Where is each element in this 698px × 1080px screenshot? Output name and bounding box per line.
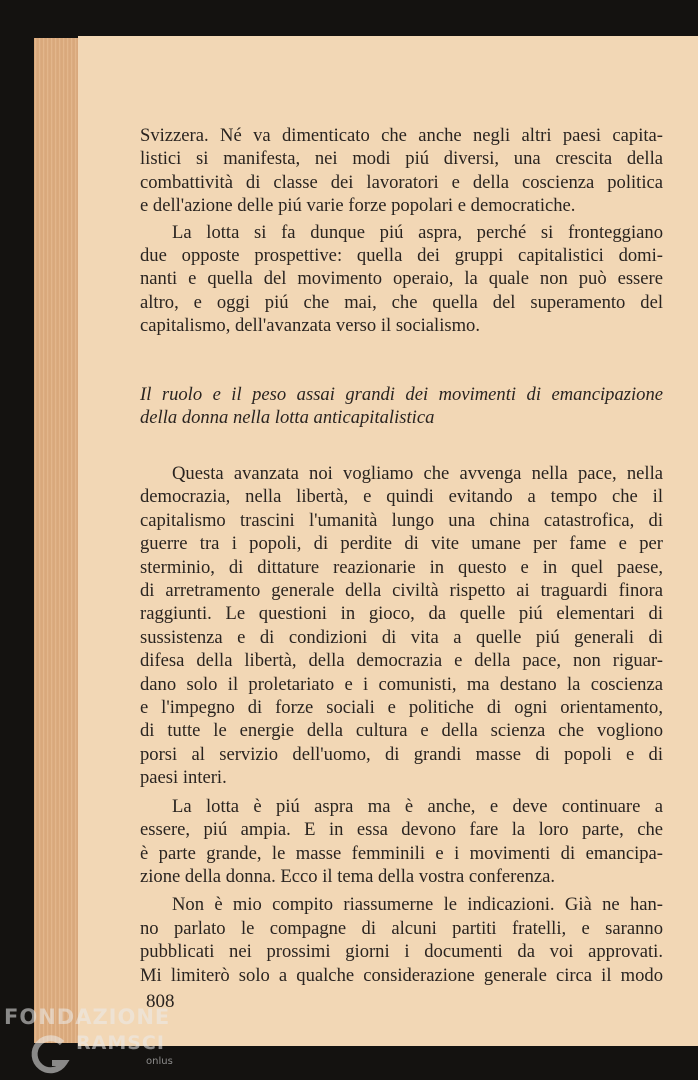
- watermark-subtitle: RAMSCI: [76, 1032, 165, 1054]
- intro-text: [140, 124, 663, 338]
- page-number: 808: [146, 991, 175, 1012]
- heading-line: Il ruolo e il peso assai grandi dei movimenti di emancipazione: [140, 384, 663, 405]
- text-line: e l'impegno di forze sociali e politiche di ogni orientamento,: [140, 697, 663, 719]
- text-line: e dell'azione delle piú varie forze popolari e democratiche.: [140, 195, 576, 217]
- text-line: guerre tra i popoli, di perdite di vite umane per fame e per: [140, 533, 663, 555]
- text-line: La lotta si fa dunque piú aspra, perché si fronteggiano: [172, 221, 663, 243]
- text-line: no parlato le compagne di alcuni partiti fratelli, e saranno: [140, 917, 663, 939]
- body-text: [140, 462, 663, 987]
- text-line: di arretramento generale della civiltà rispetto ai traguardi finora: [140, 580, 663, 602]
- watermark-title: FONDAZIONE: [4, 1005, 171, 1029]
- text-line: difesa della libertà, della democrazia e della pace, non riguar-: [140, 650, 663, 672]
- text-line: paesi interi.: [140, 767, 227, 789]
- text-line: porsi al servizio dell'uomo, di grandi masse di popoli e di: [140, 743, 663, 765]
- text-line: pubblicati nei prossimi giorni i documenti da voi approvati.: [140, 941, 663, 963]
- text-line: capitalismo, dell'avanzata verso il socialismo.: [140, 315, 480, 337]
- text-line: democrazia, nella libertà, e quindi evitando a tempo che il: [140, 486, 663, 508]
- text-line: Non è mio compito riassumerne le indicazioni. Già ne han-: [172, 894, 663, 916]
- text-line: altro, e oggi piú che mai, che quella del superamento del: [140, 291, 663, 313]
- text-line: due opposte prospettive: quella dei gruppi capitalistici domi-: [140, 245, 663, 267]
- paragraph-4: [140, 795, 663, 889]
- text-line: combattività di classe dei lavoratori e della coscienza politica: [140, 171, 663, 193]
- paragraph-5: [140, 893, 663, 987]
- text-line: essere, piú ampia. E in essa devono fare la loro parte, che: [140, 819, 663, 841]
- text-line: dano solo il proletariato e i comunisti, ma destano la coscienza: [140, 673, 663, 695]
- text-line: nanti e quella del movimento operaio, la quale non può essere: [140, 268, 663, 290]
- text-line: zione della donna. Ecco il tema della vostra conferenza.: [140, 865, 556, 887]
- text-line: listici si manifesta, nei modi piú diversi, una crescita della: [140, 148, 663, 170]
- watermark-onlus: onlus: [146, 1056, 173, 1067]
- text-line: è parte grande, le masse femminili e i movimenti di emancipa-: [140, 842, 663, 864]
- section-heading: [140, 383, 663, 429]
- text-line: sussistenza e di condizioni di vita a quelle piú generali di: [140, 626, 663, 648]
- fondazione-logo-icon: [28, 1035, 72, 1075]
- paragraph-2: [140, 221, 663, 338]
- text-line: capitalismo trascini l'umanità lungo una china catastrofica, di: [140, 509, 663, 531]
- text-line: Mi limiterò solo a qualche considerazione generale circa il modo: [140, 964, 663, 986]
- text-line: sterminio, di dittature reazionarie in questo e in quel paese,: [140, 556, 663, 578]
- paragraph-3: [140, 462, 663, 790]
- text-line: raggiunti. Le questioni in gioco, da quelle piú elementari di: [140, 603, 663, 625]
- text-line: Questa avanzata noi vogliamo che avvenga nella pace, nella: [172, 463, 663, 484]
- text-line: di tutte le energie della cultura e della scienza che vogliono: [140, 720, 663, 742]
- heading-line: della donna nella lotta anticapitalistica: [140, 407, 435, 428]
- text-line: La lotta è piú aspra ma è anche, e deve continuare a: [172, 795, 663, 817]
- paragraph-1: [140, 124, 663, 218]
- text-line: Svizzera. Né va dimenticato che anche negli altri paesi capita-: [140, 125, 663, 146]
